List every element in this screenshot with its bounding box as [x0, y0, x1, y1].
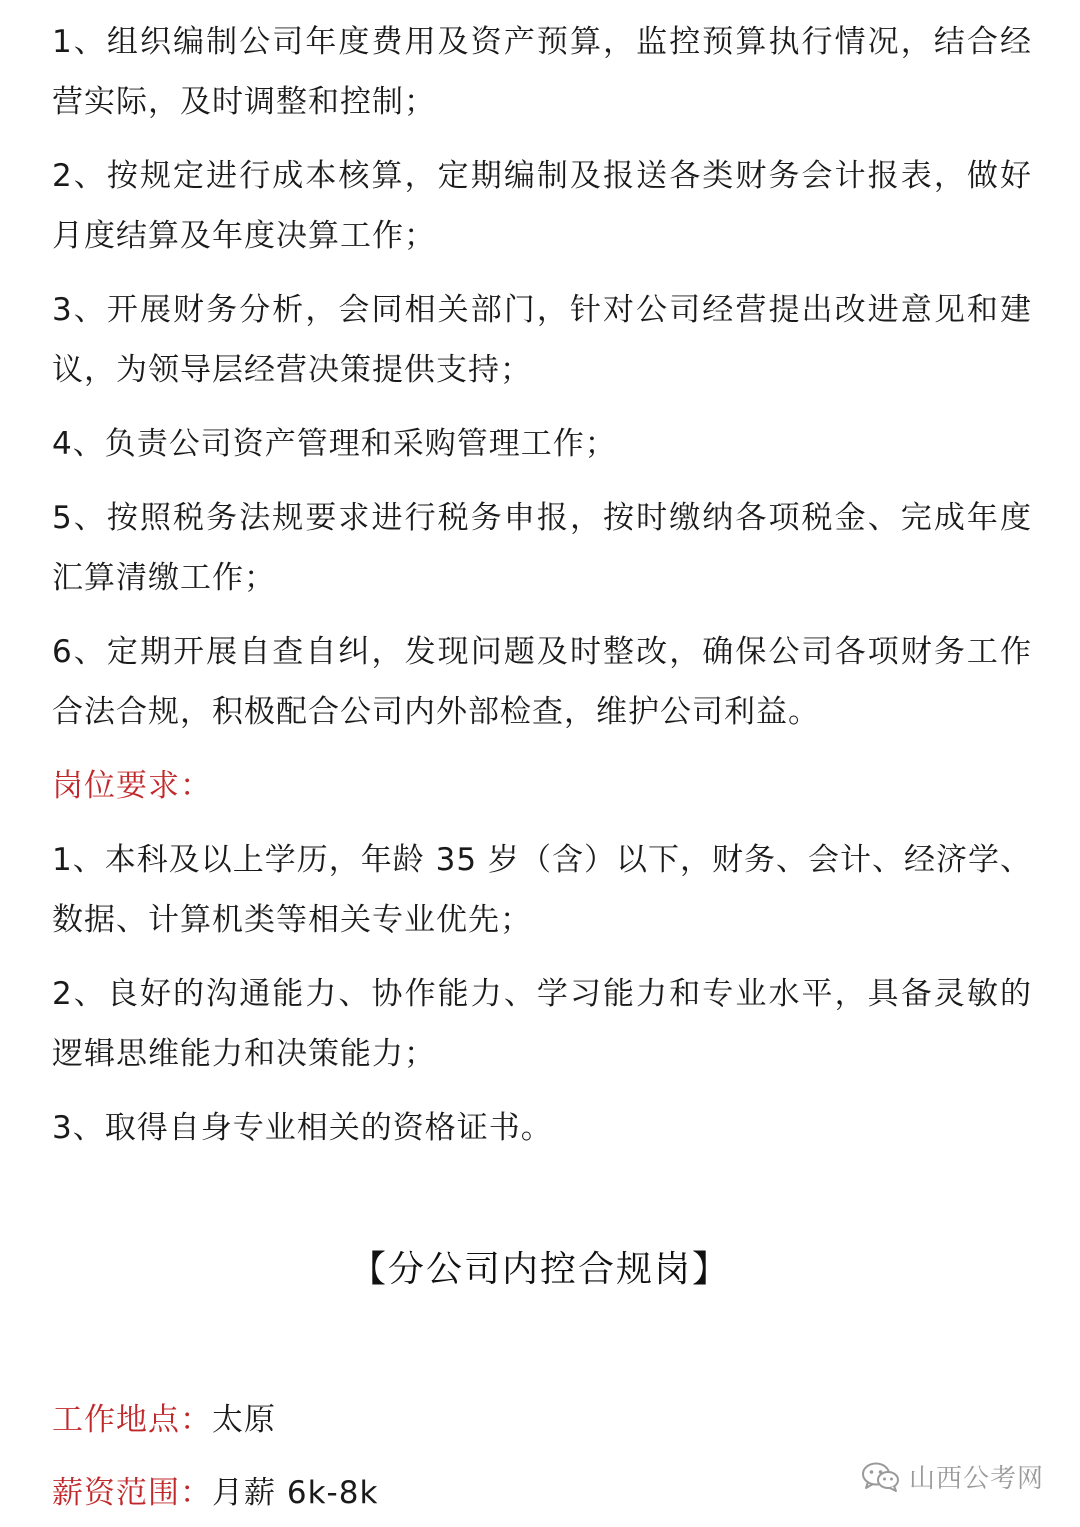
salary-value: 月薪 6k-8k: [212, 1475, 379, 1511]
requirement-item-1: 1、本科及以上学历，年龄 35 岁（含）以下，财务、会计、经济学、数据、计算机类等相关专业优先；: [52, 842, 1032, 938]
location-line: [52, 1395, 276, 1445]
duty-item-3: 3、开展财务分析，会同相关部门，针对公司经营提出改进意见和建议，为领导层经营决策提供支持；: [52, 292, 1032, 388]
duty-item-6: 6、定期开展自查自纠，发现问题及时整改，确保公司各项财务工作合法合规，积极配合公司内外部检查，维护公司利益。: [52, 634, 1032, 730]
requirements-heading: 岗位要求：: [52, 768, 212, 804]
watermark-text: 山西公考网: [908, 1464, 1044, 1494]
duty-item-1: 1、组织编制公司年度费用及资产预算，监控预算执行情况，结合经营实际，及时调整和控制；: [52, 24, 1032, 120]
duty-item-4: 4、负责公司资产管理和采购管理工作；: [52, 426, 617, 462]
salary-label: 薪资范围：: [52, 1475, 212, 1511]
requirement-item-3: 3、取得自身专业相关的资格证书。: [52, 1110, 553, 1146]
job-description-body: [52, 12, 1032, 1172]
watermark: [861, 1458, 1044, 1495]
position-title: 【分公司内控合规岗】: [349, 1249, 730, 1290]
duty-item-5: 5、按照税务法规要求进行税务申报，按时缴纳各项税金、完成年度汇算清缴工作；: [52, 500, 1032, 596]
location-value: 太原: [212, 1402, 276, 1438]
wechat-icon: [861, 1461, 901, 1493]
salary-line: [52, 1468, 378, 1518]
duty-item-2: 2、按规定进行成本核算，定期编制及报送各类财务会计报表，做好月度结算及年度决算工作；: [52, 158, 1032, 254]
requirement-item-2: 2、良好的沟通能力、协作能力、学习能力和专业水平，具备灵敏的逻辑思维能力和决策能力；: [52, 976, 1032, 1072]
location-label: 工作地点：: [52, 1402, 212, 1438]
